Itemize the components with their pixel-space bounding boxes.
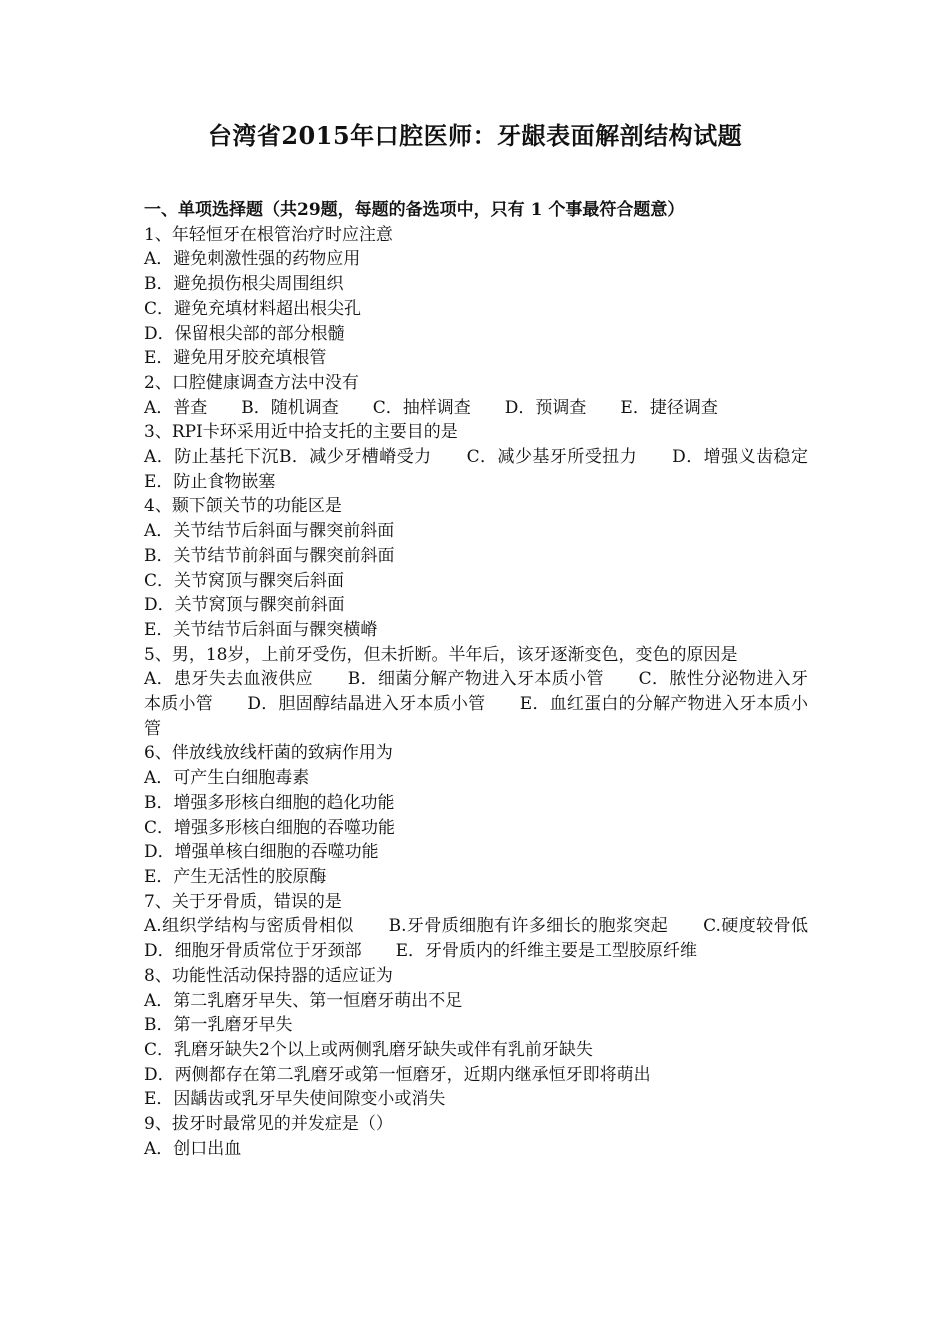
question-4 xyxy=(144,494,808,642)
question-8 xyxy=(144,964,808,1112)
option-c: C．避免充填材料超出根尖孔 xyxy=(144,298,362,319)
option-a: A．避免刺激性强的药物应用 xyxy=(144,249,361,270)
option-d: D．关节窝顶与髁突前斜面 xyxy=(144,595,345,616)
option-b: B．增强多形核白细胞的趋化功能 xyxy=(144,792,395,813)
question-9 xyxy=(144,1112,808,1161)
question-stem: 7、关于牙骨质，错误的是 xyxy=(144,891,342,912)
question-stem: 8、功能性活动保持器的适应证为 xyxy=(144,965,393,986)
option-d: D．保留根尖部的部分根髓 xyxy=(144,323,345,344)
question-7 xyxy=(144,890,842,964)
option-c: C．关节窝顶与髁突后斜面 xyxy=(144,570,345,591)
document-title: 台湾省2015年口腔医师：牙龈表面解剖结构试题 xyxy=(207,121,743,150)
options-inline: A．防止基托下沉B．减少牙槽嵴受力 C．减少基牙所受扭力 D．增强义齿稳定 E．防止食物嵌塞 xyxy=(144,447,825,492)
question-stem: 4、颞下颌关节的功能区是 xyxy=(144,496,342,517)
option-d: D．两侧都存在第二乳磨牙或第一恒磨牙，近期内继承恒牙即将萌出 xyxy=(144,1064,651,1085)
option-b: B．关节结节前斜面与髁突前斜面 xyxy=(144,545,395,566)
options-inline: A．普查 B．随机调查 C．抽样调查 D．预调查 E．捷径调查 xyxy=(144,397,718,418)
option-a: A．关节结节后斜面与髁突前斜面 xyxy=(144,521,395,542)
option-b: B．第一乳磨牙早失 xyxy=(144,1015,293,1036)
option-e: E．因龋齿或乳牙早失使间隙变小或消失 xyxy=(144,1089,446,1110)
option-e: E．产生无活性的胶原酶 xyxy=(144,866,327,887)
options-inline: A．患牙失去血液供应 B．细菌分解产物进入牙本质小管 C．脓性分泌物进入牙本质小管 D．胆固醇结晶进入牙本质小管 E．血红蛋白的分解产物进入牙本质小管 xyxy=(144,669,808,739)
option-c: C．乳磨牙缺失2个以上或两侧乳磨牙缺失或伴有乳前牙缺失 xyxy=(144,1039,593,1060)
option-d: D．增强单核白细胞的吞噬功能 xyxy=(144,842,379,863)
question-2 xyxy=(144,371,808,420)
option-a: A．可产生白细胞毒素 xyxy=(144,768,310,789)
question-stem: 3、RPI卡环采用近中拾支托的主要目的是 xyxy=(144,422,458,443)
option-a: A．创口出血 xyxy=(144,1138,242,1159)
option-b: B．避免损伤根尖周围组织 xyxy=(144,274,344,295)
question-1 xyxy=(144,223,808,371)
option-a: A．第二乳磨牙早失、第一恒磨牙萌出不足 xyxy=(144,990,463,1011)
question-stem: 9、拔牙时最常见的并发症是（） xyxy=(144,1114,393,1135)
question-6 xyxy=(144,741,808,889)
options-inline: A.组织学结构与密质骨相似 B.牙骨质细胞有许多细长的胞浆突起 C.硬度较骨低 D．细胞牙骨质常位于牙颈部 E．牙骨质内的纤维主要是工型胶原纤维 xyxy=(144,916,842,962)
question-3 xyxy=(144,420,825,494)
document-body xyxy=(144,198,842,1161)
question-5 xyxy=(144,643,808,742)
option-c: C．增强多形核白细胞的吞噬功能 xyxy=(144,817,396,838)
question-stem: 5、男，18岁，上前牙受伤，但未折断。半年后，该牙逐渐变色，变色的原因是 xyxy=(144,644,738,665)
option-e: E．关节结节后斜面与髁突横嵴 xyxy=(144,619,378,640)
question-stem: 2、口腔健康调查方法中没有 xyxy=(144,372,359,393)
question-stem: 1、年轻恒牙在根管治疗时应注意 xyxy=(144,224,393,245)
question-stem: 6、伴放线放线杆菌的致病作用为 xyxy=(144,743,393,764)
section-title: 一、单项选择题（共29题，每题的备选项中，只有 1 个事最符合题意） xyxy=(144,200,685,220)
option-e: E．避免用牙胶充填根管 xyxy=(144,348,327,369)
